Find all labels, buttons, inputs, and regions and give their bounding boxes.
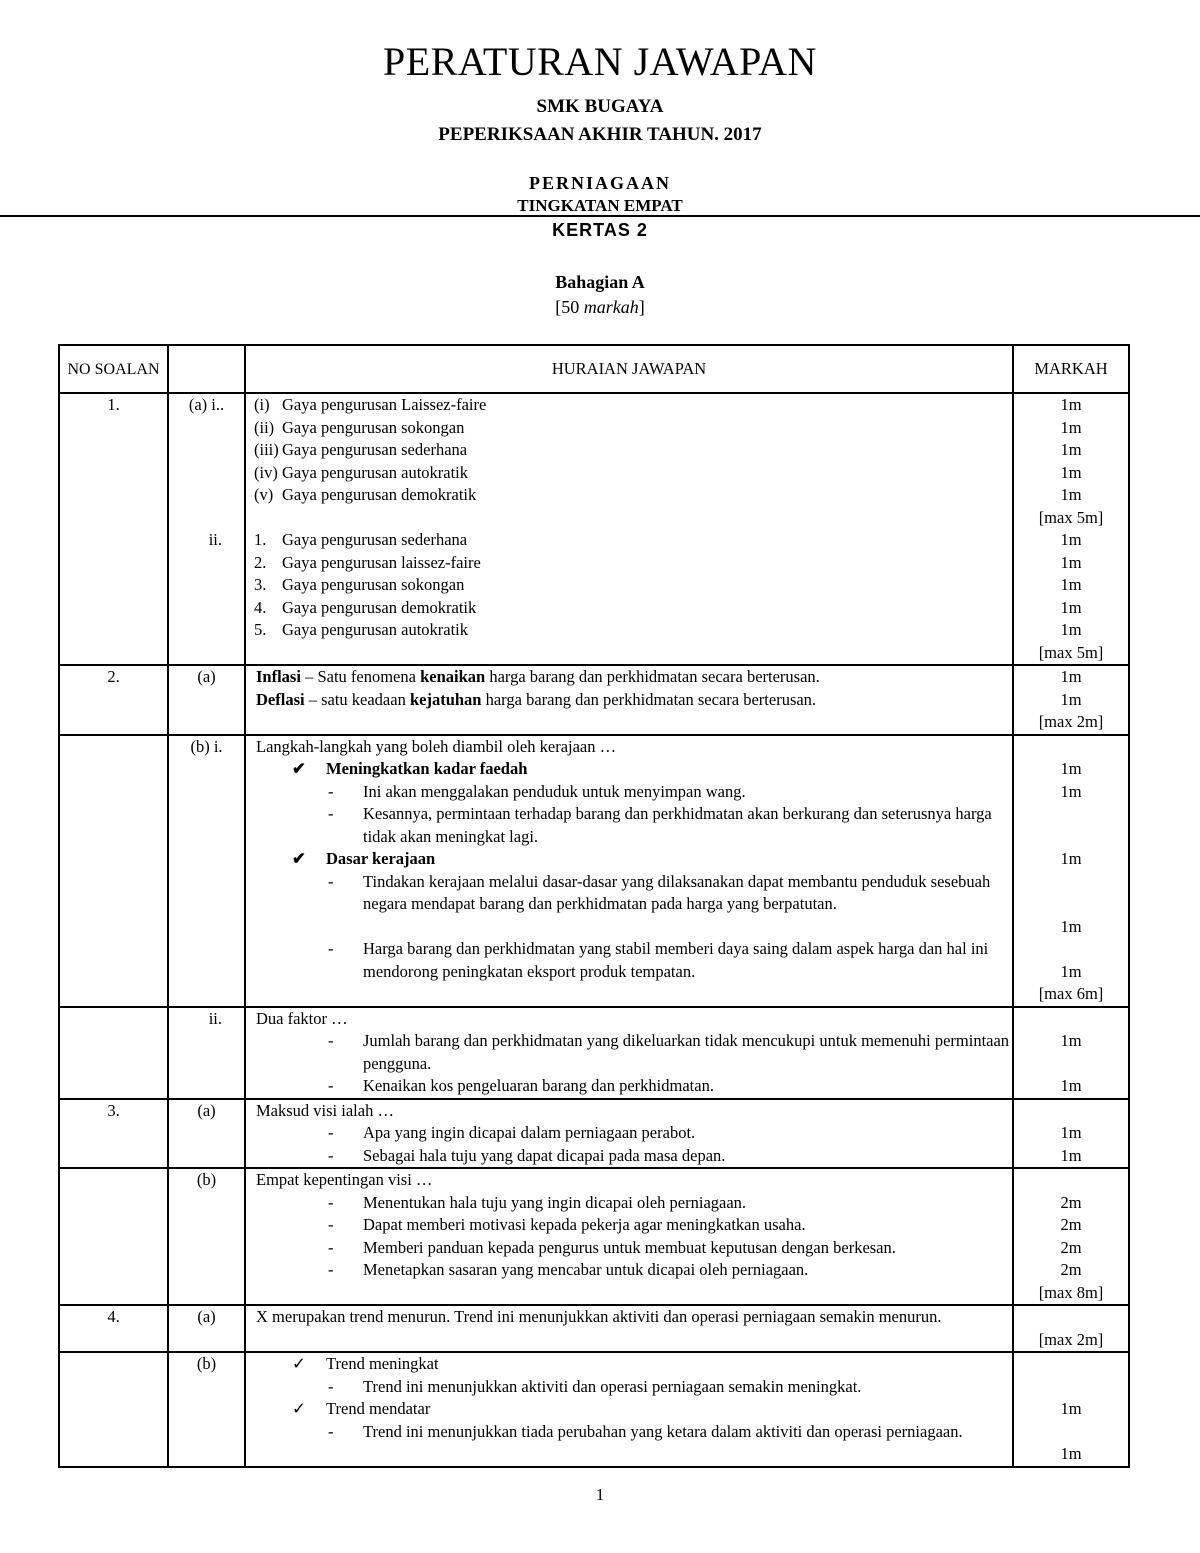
sub-question: (a) bbox=[168, 1099, 245, 1169]
table-row bbox=[59, 1007, 1129, 1099]
check-icon: ✓ bbox=[292, 1399, 306, 1418]
table-row bbox=[59, 735, 1129, 1007]
answer-cell: X merupakan trend menurun. Trend ini menunjukkan aktiviti dan operasi perniagaan semakin menurun. bbox=[245, 1305, 1013, 1352]
marks-cell: [max 2m] bbox=[1013, 1305, 1129, 1352]
table-row bbox=[59, 1168, 1129, 1305]
section-title: Bahagian A bbox=[555, 272, 645, 292]
question-number: 3. bbox=[59, 1099, 168, 1169]
marks-cell: 2m 2m 2m 2m [max 8m] bbox=[1013, 1168, 1129, 1305]
answer-cell: Inflasi – Satu fenomena kenaikan harga barang dan perkhidmatan secara berterusan. Deflasi – satu keadaan kejatuhan harga barang dan perkhidmatan secara berterusan. bbox=[245, 665, 1013, 735]
answer-cell: Empat kepentingan visi … - Menentukan hala tuju yang ingin dicapai oleh perniagaan. - Dapat memberi motivasi kepada pekerja agar meningkatkan usaha. - Memberi panduan kepada pengurus untuk membuat keputusan dengan berkesan. - Menetapkan sasaran yang mencabar untuk dicapai oleh perniagaan. bbox=[245, 1168, 1013, 1305]
sub-question: (a) i.. ii. bbox=[168, 393, 245, 665]
answer-cell: Maksud visi ialah … - Apa yang ingin dicapai dalam perniagaan perabot. - Sebagai hala tuju yang dapat dicapai pada masa depan. bbox=[245, 1099, 1013, 1169]
header-sub bbox=[168, 345, 245, 393]
sub-question: ii. bbox=[168, 1007, 245, 1099]
sub-question: (a) bbox=[168, 665, 245, 735]
question-number bbox=[59, 735, 168, 1007]
marks-cell: 1m 1m 1m 1m 1m [max 6m] bbox=[1013, 735, 1129, 1007]
header-markah: MARKAH bbox=[1013, 345, 1129, 393]
table-header-row bbox=[59, 345, 1129, 393]
sub-question: (b) i. bbox=[168, 735, 245, 1007]
answer-table bbox=[58, 344, 1130, 1468]
question-number bbox=[59, 1168, 168, 1305]
table-row bbox=[59, 1352, 1129, 1467]
marks-cell: 1m 1m bbox=[1013, 1007, 1129, 1099]
marks-cell: 1m 1m bbox=[1013, 1352, 1129, 1467]
question-number: 2. bbox=[59, 665, 168, 735]
marks-cell: 1m 1m bbox=[1013, 1099, 1129, 1169]
section-marks: [50 markah] bbox=[555, 297, 645, 317]
header-huraian: HURAIAN JAWAPAN bbox=[245, 345, 1013, 393]
marks-cell: 1m 1m 1m 1m 1m [max 5m] 1m 1m 1m 1m 1m [max 5m] bbox=[1013, 393, 1129, 665]
answer-cell: Langkah-langkah yang boleh diambil oleh kerajaan … ✔ Meningkatkan kadar faedah - Ini akan menggalakan penduduk untuk menyimpan wang. - Kesannya, permintaan terhadap barang dan perkhidmatan akan berkurang dan seterusnya harga tidak akan meningkat lagi. ✔ Dasar kerajaan - Tindakan kerajaan melalui dasar-dasar yang dilaksanakan dapat membantu penduduk sesebuah negara mendapat barang dan perkhidmatan pada harga yang berpatutan. - Harga barang dan perkhidmatan yang stabil memberi daya saing dalam aspek harga dan hal ini mendorong peningkatan eksport produk tempatan. bbox=[245, 735, 1013, 1007]
table-row bbox=[59, 393, 1129, 665]
document-title: PERATURAN JAWAPAN bbox=[383, 39, 817, 84]
table-row bbox=[59, 665, 1129, 735]
header-no-soalan: NO SOALAN bbox=[59, 345, 168, 393]
answer-cell: (i) Gaya pengurusan Laissez-faire (ii) Gaya pengurusan sokongan (iii) Gaya pengurusan sederhana (iv) Gaya pengurusan autokratik (v) Gaya pengurusan demokratik 1. Gaya pengurusan sederhana 2. Gaya pengurusan laissez-faire 3. Gaya pengurusan sokongan 4. Gaya pengurusan demokratik 5. Gaya pengurusan autokratik bbox=[245, 393, 1013, 665]
question-number: 1. bbox=[59, 393, 168, 665]
question-number: 4. bbox=[59, 1305, 168, 1352]
check-icon: ✓ bbox=[292, 1354, 306, 1373]
marks-cell: 1m 1m [max 2m] bbox=[1013, 665, 1129, 735]
page-number: 1 bbox=[595, 1485, 605, 1504]
sub-question: (b) bbox=[168, 1352, 245, 1467]
check-icon: ✔ bbox=[292, 759, 306, 778]
table-row bbox=[59, 1099, 1129, 1169]
question-number bbox=[59, 1352, 168, 1467]
header-divider bbox=[0, 215, 1200, 217]
subject-name: PERNIAGAAN bbox=[528, 173, 671, 193]
school-name: SMK BUGAYA bbox=[536, 96, 664, 117]
check-icon: ✔ bbox=[292, 849, 306, 868]
table-row bbox=[59, 1305, 1129, 1352]
exam-name: PEPERIKSAAN AKHIR TAHUN. 2017 bbox=[438, 124, 762, 145]
paper-number: KERTAS 2 bbox=[552, 220, 648, 240]
answer-cell: ✓ Trend meningkat - Trend ini menunjukkan aktiviti dan operasi perniagaan semakin meningkat. ✓ Trend mendatar - Trend ini menunjukkan tiada perubahan yang ketara dalam aktiviti dan operasi perniagaan. bbox=[245, 1352, 1013, 1467]
form-level: TINGKATAN EMPAT bbox=[517, 196, 683, 215]
sub-question: (b) bbox=[168, 1168, 245, 1305]
answer-cell: Dua faktor … - Jumlah barang dan perkhidmatan yang dikeluarkan tidak mencukupi untuk memenuhi permintaan pengguna. - Kenaikan kos pengeluaran barang dan perkhidmatan. bbox=[245, 1007, 1013, 1099]
question-number bbox=[59, 1007, 168, 1099]
sub-question: (a) bbox=[168, 1305, 245, 1352]
